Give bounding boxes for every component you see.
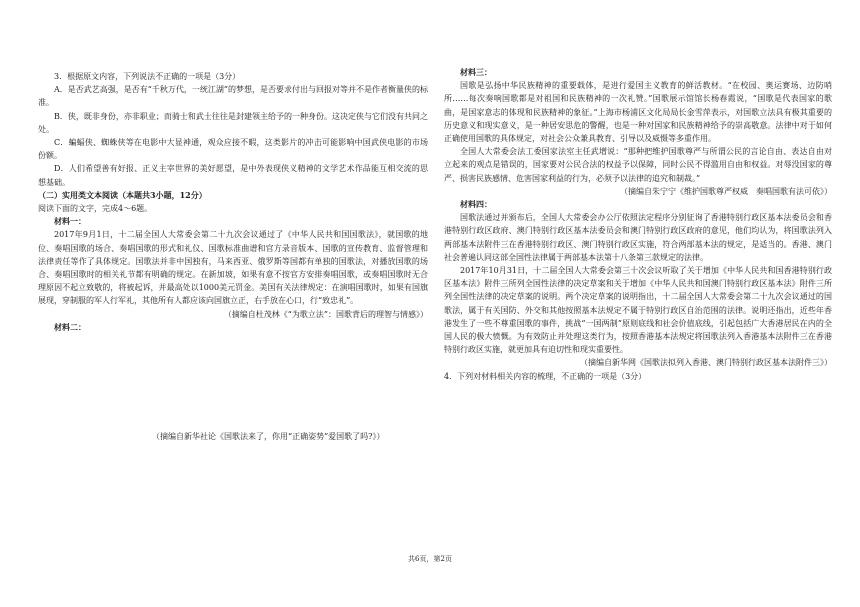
right-column	[444, 66, 832, 383]
material-2-source: （摘编自新华社论《国歌法来了，你用“正确姿势”爱国歌了吗?》）	[152, 432, 385, 441]
material-2-heading: 材料二：	[54, 321, 86, 332]
section-2-heading: （二）实用类文本阅读（本题共3小题，12分）	[38, 189, 207, 200]
material-1-source: （摘编自杜茂林《“为歌立法”：国歌背后的理智与情感》）	[223, 309, 428, 319]
option-b: B．侠，既非身份，亦非职业；而骑士和武士往往是封建领主给予的一种身份。这决定侠与它们没有共同之处。	[38, 111, 428, 134]
material-4-paragraph-1: 国歌法通过并颁布后，全国人大常委会办公厅依照法定程序分别征询了香港特别行政区基本法委员会和香港特别行政区政府、澳门特别行政区基本法委员会和澳门特别行政区政府的意见，他们均认为，将国歌法列入两部基本法附件三在香港特别行政区、澳门特别行政区实施，符合两部基本法的规定，是适当的。香港、澳门社会普遍认同这部全国性法律属于两部基本法第十八条第三款规定的法律。	[444, 213, 832, 262]
question-3: 3．根据原文内容，下列说法不正确的一项是（3分）	[54, 72, 241, 81]
option-a: A．是否武艺高强，是否有“千秋万代，一统江湖”的梦想，是否要求付出与回报对等并不是作者衡量侠的标准。	[38, 85, 428, 108]
material-1-heading: 材料一：	[54, 216, 86, 227]
material-3-paragraph-2: 全国人大常委会法工委国家法室主任武增说：“那种把维护国歌尊严与所谓公民的言论自由、表达自由对立起来的观点是错误的，国家要对公民合法的权益予以保障，同时公民不得滥用自由和权益。对辱没国家的尊严、损害民族感情、危害国家利益的行为，必须予以法律的追究和制裁。”	[444, 147, 832, 183]
material-1-body: 2017年9月1日，十二届全国人大常委会第二十九次会议通过了《中华人民共和国国歌法》，就国歌的地位、奏唱国歌的场合、奏唱国歌的形式和礼仪、国歌标准曲谱和官方录音版本、国歌的宣传教育、监督管理和法律责任等作了具体规定。国歌法并非中国独有，马来西亚、俄罗斯等国都有单独的国歌法，对播放国歌的场合、奏唱国歌时的相关礼节都有明确的规定。在新加坡，如果有意不按官方安排奏唱国歌，或奏唱国歌时无合理原因不起立致敬的，将被起诉，并最高处以1000美元罚金。美国有关法律规定：在演唱国歌时，如果有国旗展现，穿制服的军人行军礼，其他所有人都应该向国旗立正，右手放在心口，行“致忠礼”。	[38, 230, 428, 306]
option-d: D．人们希望善有好报、正义主宰世界的美好愿望，是中外表现侠义精神的文学艺术作品能互相交流的思想基础。	[38, 164, 428, 187]
left-column	[38, 70, 428, 334]
reading-instruction: 阅读下面的文字，完成4～6题。	[38, 204, 153, 214]
option-c: C．蝙蝠侠、蜘蛛侠等在电影中大显神通，观众应接不暇，这类影片的冲击可能影响中国武侠电影的市场份额。	[38, 138, 428, 161]
question-4: 4．下列对材料相关内容的梳理，不正确的一项是（3分）	[444, 371, 647, 381]
material-3-source: （摘编自朱宁宁《维护国歌尊严权威 奏唱国歌有法可依》）	[620, 186, 832, 196]
material-3-heading: 材料三：	[460, 67, 492, 77]
page-footer: 共6页，第2页	[408, 555, 452, 563]
material-4-paragraph-2: 2017年10月31日，十二届全国人大常委会第三十次会议听取了关于增加《中华人民共和国香港特别行政区基本法》附件三所列全国性法律的决定草案和关于增加《中华人民共和国澳门特别行政区基本法》附件三所列全国性法律的决定草案的说明。两个决定草案的说明指出，十二届全国人大常委会第二十九次会议通过的国歌法，属于有关国防、外交和其他按照基本法规定不属于特别行政区自治范围的法律。说明还指出，近些年香港发生了一些不尊重国歌的事件，挑战“一国两制”原则底线和社会价值底线，引起包括广大香港居民在内的全国人民的极大愤慨。为有效防止并处理这类行为，按照香港基本法规定将国歌法列入香港基本法附件三在香港特别行政区实施，就更加具有迫切性和现实重要性。	[444, 266, 832, 355]
material-4-heading: 材料四：	[460, 199, 492, 210]
material-4-source: （摘编自新华网《国歌法拟列入香港、澳门特别行政区基本法附件三》）	[580, 358, 832, 368]
material-3-paragraph-1: 国歌是弘扬中华民族精神的重要载体，是进行爱国主义教育的鲜活教材。“在校园、奥运赛场、边防哨所……每次奏响国歌都是对祖国和民族精神的一次礼赞。”国歌展示馆馆长杨春霞说，“国歌是代表国家的歌曲，是国家意志的体现和民族精神的象征。”上海市杨浦区文化局局长金雪萍表示，对国歌立法具有极其重要的历史意义和现实意义，是一种居安思危的警醒，也是一种对国家和民族精神给予的崇高敬意。法律中对于如何正确使用国歌的具体规定，对社会公众兼具教育、引导以及威慑等多重作用。	[444, 81, 832, 144]
